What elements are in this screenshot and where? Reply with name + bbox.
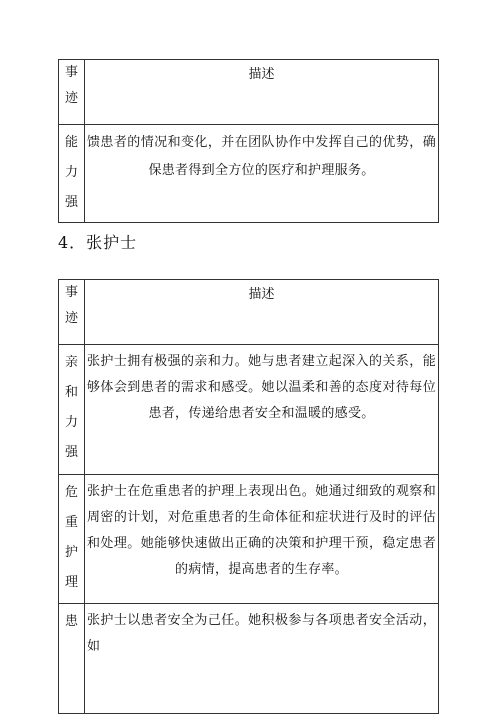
table-row [59,345,439,475]
row-desc-cell [85,604,439,714]
header-key-char: 事 [64,65,78,80]
row-key-char: 危 [64,485,78,500]
row-key-cell [59,604,85,714]
row-key-char: 强 [64,195,78,210]
row-desc-text: 张护士在危重患者的护理上表现出色。她通过细致的观察和周密的计划，对危重患者的生命体征和症状进行及时的评估和处理。她能够快速做出正确的决策和护理干预，稳定患者的病情，提高患者的生存率。 [87,484,436,577]
table-row [59,604,439,714]
table-row [59,125,439,223]
row-key-char: 护 [64,545,78,560]
row-key-cell [59,345,85,475]
row-key-char: 强 [64,445,78,460]
header-key-cell [59,60,85,125]
header-desc-cell [85,280,439,345]
row-desc-text: 张护士以患者安全为己任。她积极参与各项患者安全活动，如 [87,613,436,654]
records-table-top [58,59,439,223]
row-key-char: 亲 [64,355,78,370]
row-key-cell [59,475,85,604]
row-desc-text: 馈患者的情况和变化，并在团队协作中发挥自己的优势，确保患者得到全方位的医疗和护理服务。 [87,135,436,178]
row-key-char: 力 [64,415,78,430]
row-key-char: 理 [64,575,78,590]
header-key-cell [59,280,85,345]
table-header-row [59,280,439,345]
row-key-char: 能 [64,135,78,150]
table-header-row [59,60,439,125]
header-key-char: 迹 [64,91,78,106]
row-desc-text: 张护士拥有极强的亲和力。她与患者建立起深入的关系，能够体会到患者的需求和感受。她以温柔和善的态度对待每位患者，传递给患者安全和温暖的感受。 [87,354,436,421]
row-key-char: 力 [64,165,78,180]
records-table-bottom [58,279,439,714]
row-desc-cell [85,475,439,604]
header-desc-label: 描述 [248,287,275,302]
row-desc-cell [85,125,439,223]
header-key-char: 迹 [64,311,78,326]
row-key-cell [59,125,85,223]
row-key-char: 和 [64,385,78,400]
row-desc-cell [85,345,439,475]
row-key-char: 重 [64,515,78,530]
section-title: 4．张护士 [58,233,138,252]
table-row [59,475,439,604]
header-desc-label: 描述 [248,67,275,82]
header-desc-cell [85,60,439,125]
row-key-char: 患 [64,614,78,629]
header-key-char: 事 [64,285,78,300]
